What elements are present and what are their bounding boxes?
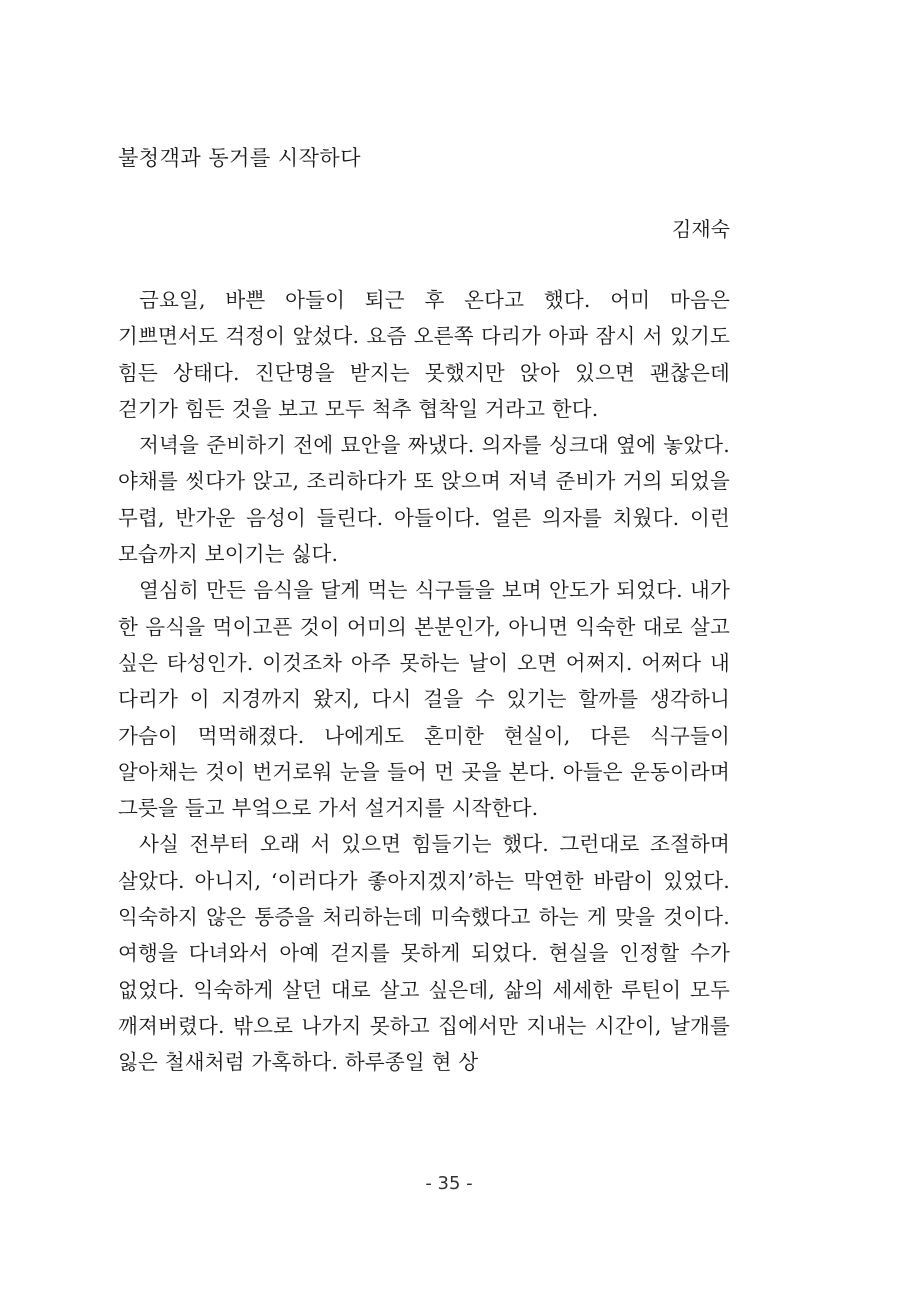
paragraph: 금요일, 바쁜 아들이 퇴근 후 온다고 했다. 어미 마음은 기쁘면서도 걱정이 앞섰다. 요즘 오른쪽 다리가 아파 잠시 서 있기도 힘든 상태다. 진단명을 받지는 못했지만 앉아 있으면 괜찮은데 걷기가 힘든 것을 보고 모두 척추 협착일 거라고 한다. (118, 288, 730, 421)
paragraph: 사실 전부터 오래 서 있으면 힘들기는 했다. 그런대로 조절하며 살았다. 아니지, ‘이러다가 좋아지겠지’하는 막연한 바람이 있었다. 익숙하지 않은 통증을 처리하는데 미숙했다고 하는 게 맞을 것이다. 여행을 다녀와서 아예 걷지를 못하게 되었다. 현실을 인정할 수가 없었다. 익숙하게 살던 대로 살고 싶은데, 삶의 세세한 루틴이 모두 깨져버렸다. 밖으로 나가지 못하고 집에서만 지내는 시간이, 날개를 잃은 철새처럼 가혹하다. 하루종일 현 상 (118, 832, 730, 1075)
essay-title: 불청객과 동거를 시작하다 (118, 146, 361, 170)
paragraph: 저녁을 준비하기 전에 묘안을 짜냈다. 의자를 싱크대 옆에 놓았다. 야채를 씻다가 앉고, 조리하다가 또 앉으며 저녁 준비가 거의 되었을 무렵, 반가운 음성이 들린다. 아들이다. 얼른 의자를 치웠다. 이런 모습까지 보이기는 싫다. (118, 433, 730, 567)
author-name: 김재숙 (672, 217, 730, 241)
page-number: - 35 - (425, 1173, 473, 1194)
paragraph: 열심히 만든 음식을 달게 먹는 식구들을 보며 안도가 되었다. 내가 한 음식을 먹이고픈 것이 어미의 본분인가, 아니면 익숙한 대로 살고 싶은 타성인가. 이것조차 아주 못하는 날이 오면 어쩌지. 어쩌다 내 다리가 이 지경까지 왔지, 다시 걸을 수 있기는 할까를 생각하니 가슴이 먹먹해졌다. 나에게도 혼미한 현실이, 다른 식구들이 알아채는 것이 번거로워 눈을 들어 먼 곳을 본다. 아들은 운동이라며 그릇을 들고 부엌으로 가서 설거지를 시작한다. (118, 578, 730, 821)
essay-body (118, 282, 730, 1081)
